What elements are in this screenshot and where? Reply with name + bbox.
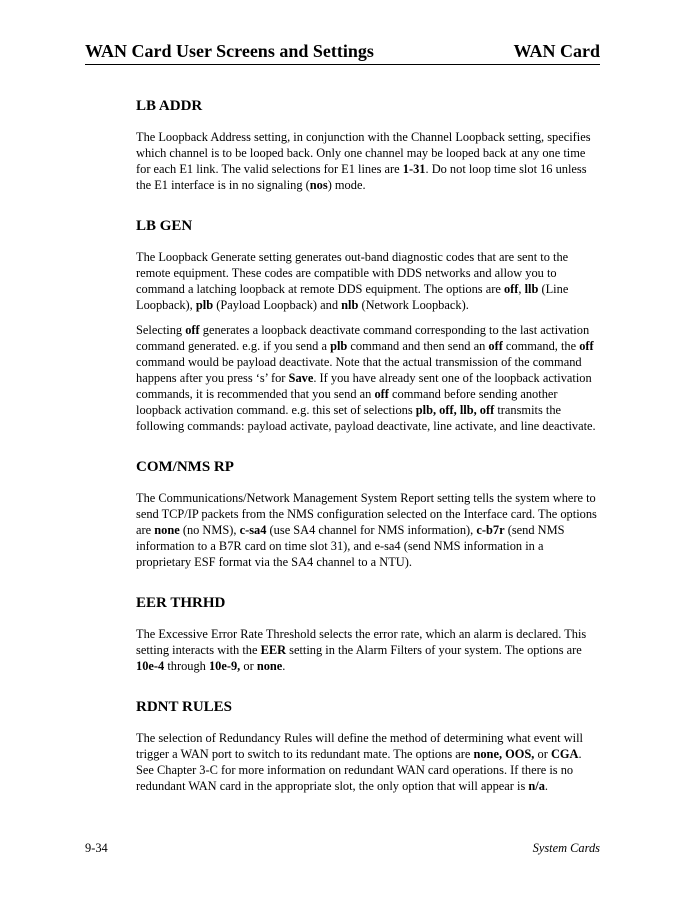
section-eer-thrhd (136, 594, 599, 674)
page-footer (85, 841, 600, 857)
paragraph: The Loopback Generate setting generates out-band diagnostic codes that are sent to the remote equipment. These codes are compatible with DDS networks and allow you to command a latching loopback at remote DDS equipment. The options are off, llb (Line Loopback), plb (Payload Loopback) and nlb (Network Loopback). (136, 250, 569, 312)
paragraph: The Excessive Error Rate Threshold selects the error rate, which an alarm is declared. This setting interacts with the EER setting in the Alarm Filters of your system. The options are 10e-4 through 10e-9, or none. (136, 627, 587, 673)
page-body (136, 97, 599, 794)
paragraph: The Loopback Address setting, in conjunction with the Channel Loopback setting, specifies which channel is to be looped back. Only one channel may be looped back at any one time for each E1 link. The valid selections for E1 lines are 1-31. Do not loop time slot 16 unless the E1 interface is in no signaling (nos) mode. (136, 130, 591, 192)
page-header (85, 40, 600, 66)
paragraph: Selecting off generates a loopback deactivate command corresponding to the last activation command generated. e.g. if you send a plb command and then send an off command, the off command would be payload deactivate. Note that the actual transmission of the command happens after you press ‘s’ for Save. If you have already sent one of the loopback activation commands, it is recommended that you send an off command before sending another loopback activation command. e.g. this set of selections plb, off, llb, off transmits the following commands: payload activate, payload deactivate, line activate, and line deactivate. (136, 323, 596, 433)
section-com-nms-rp (136, 458, 599, 570)
header-rule (85, 64, 600, 65)
section-rdnt-rules (136, 698, 599, 794)
paragraph: The selection of Redundancy Rules will define the method of determining what event will trigger a WAN port to switch to its redundant mate. The options are none, OOS, or CGA. See Chapter 3-C for more information on redundant WAN card operations. If there is no redundant WAN card in the appropriate slot, the only option that will appear is n/a. (136, 731, 583, 793)
header-title: WAN Card User Screens and Settings (85, 41, 374, 61)
section-title: LB GEN (136, 218, 193, 234)
page-number: 9-34 (85, 841, 108, 855)
footer-section-name: System Cards (532, 841, 600, 855)
section-title: RDNT RULES (136, 699, 232, 715)
section-lb-gen (136, 217, 599, 434)
section-title: EER THRHD (136, 595, 226, 611)
paragraph: The Communications/Network Management System Report setting tells the system where to send TCP/IP packets from the NMS configuration selected on the Interface card. The options are none (no NMS), c-sa4 (use SA4 channel for NMS information), c-b7r (send NMS information to a B7R card on time slot 31), and e-sa4 (send NMS information in a proprietary ESF format via the SA4 channel to a NTU). (136, 491, 597, 569)
section-lb-addr (136, 97, 599, 193)
header-chapter: WAN Card (513, 41, 600, 61)
section-title: COM/NMS RP (136, 459, 234, 475)
section-title: LB ADDR (136, 98, 203, 114)
